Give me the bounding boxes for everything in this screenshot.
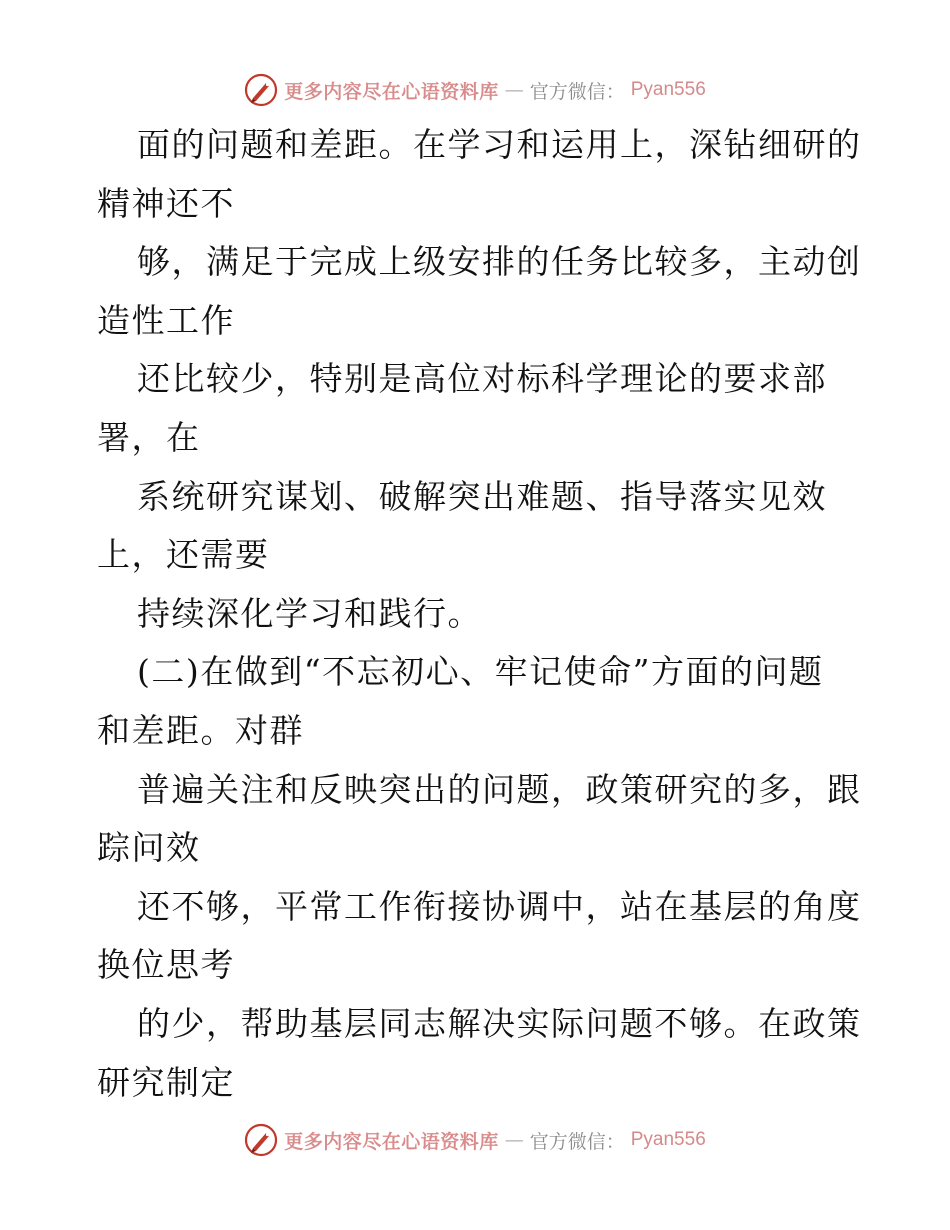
text-line: 的少，帮助基层同志解决实际问题不够。在政策 [137, 1003, 862, 1043]
header-watermark [0, 70, 950, 110]
pen-logo-icon [244, 1123, 278, 1157]
watermark-separator: — [504, 1129, 524, 1151]
text-line: 还比较少，特别是高位对标科学理论的要求部 [137, 359, 827, 399]
text-line: (二)在做到“不忘初心、牢记使命”方面的问题 [137, 652, 824, 692]
text-line: 换位思考 [97, 945, 235, 985]
text-line: 踪问效 [97, 828, 201, 868]
text-line: 面的问题和差距。在学习和运用上，深钻细研的 [137, 125, 862, 164]
footer-watermark [0, 1120, 950, 1160]
text-line: 研究制定 [97, 1062, 235, 1102]
text-line: 署，在 [97, 417, 201, 457]
watermark-id: Pyan556 [630, 79, 706, 100]
watermark-text: 更多内容尽在心语资料库 [284, 1130, 499, 1153]
text-line: 够，满足于完成上级安排的任务比较多，主动创 [137, 242, 862, 282]
watermark-text: 更多内容尽在心语资料库 [284, 80, 499, 103]
watermark-id: Pyan556 [630, 1129, 706, 1150]
watermark-label: 官方微信： [529, 80, 625, 103]
watermark-label: 官方微信： [529, 1130, 625, 1153]
text-line: 上，还需要 [97, 535, 270, 575]
text-line: 和差距。对群 [97, 710, 304, 750]
text-line: 持续深化学习和践行。 [137, 593, 482, 633]
text-line: 普遍关注和反映突出的问题，政策研究的多，跟 [137, 769, 862, 809]
document-body [97, 116, 862, 1112]
text-line: 还不够，平常工作衔接协调中，站在基层的角度 [137, 886, 862, 926]
text-line: 精神还不 [97, 183, 235, 223]
text-line: 系统研究谋划、破解突出难题、指导落实见效 [137, 476, 827, 516]
text-line: 造性工作 [97, 300, 235, 340]
watermark-separator: — [504, 79, 524, 101]
pen-logo-icon [244, 73, 278, 107]
